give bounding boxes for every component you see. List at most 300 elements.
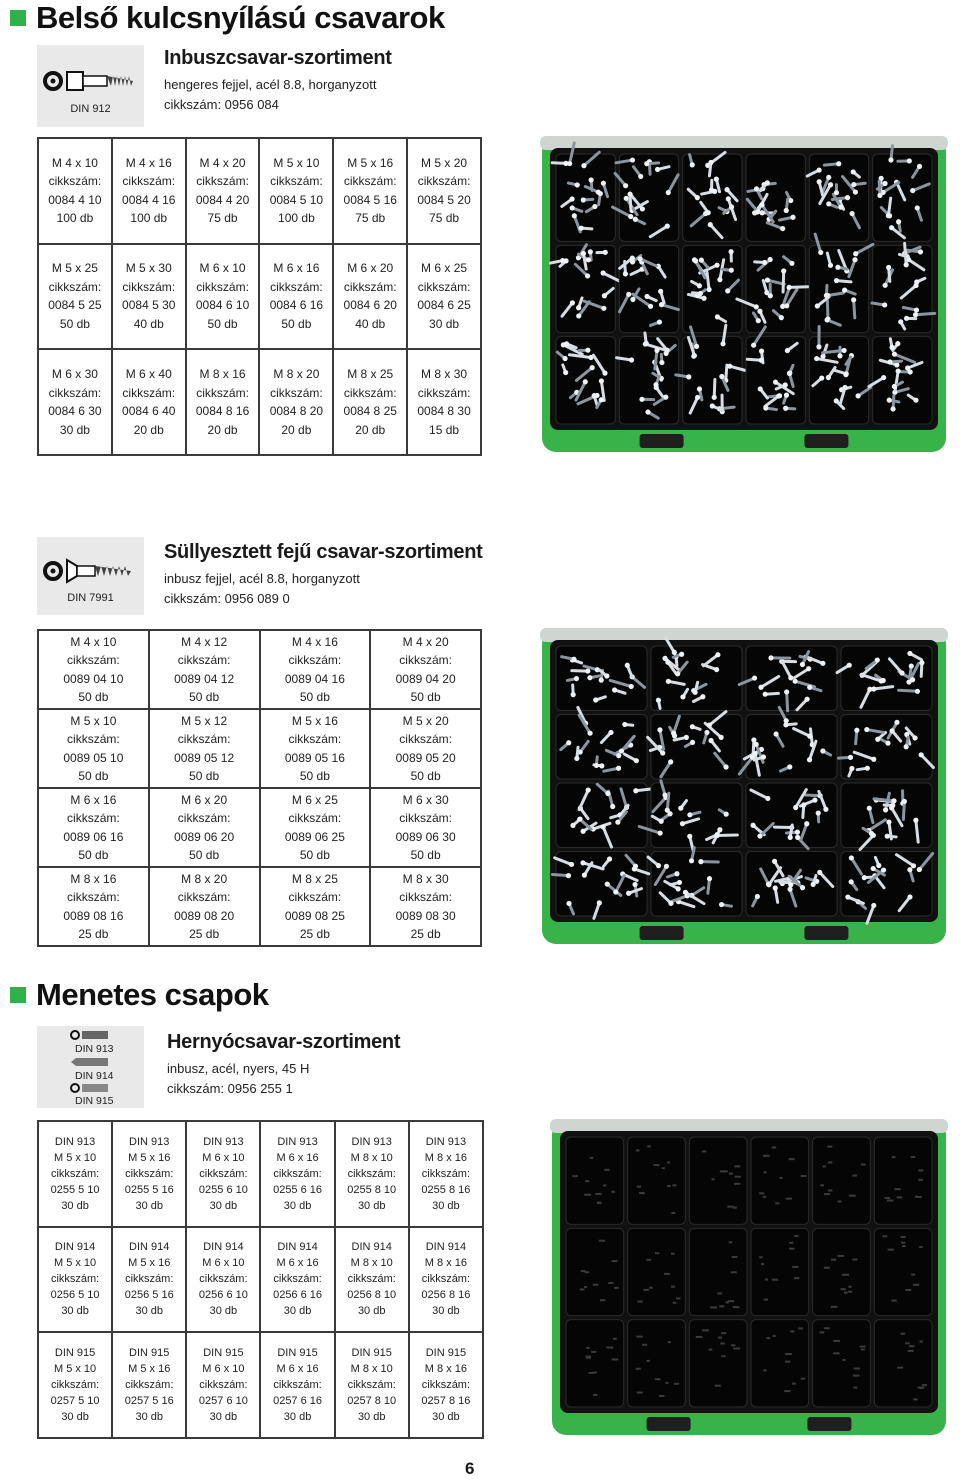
page-number: 6 [465, 1459, 474, 1479]
compartment [874, 1228, 932, 1315]
screw-head [719, 735, 724, 740]
set-screw-mark [833, 1352, 839, 1354]
screw-head [706, 287, 711, 292]
cell-text: M 5 x 12 [150, 712, 259, 731]
screw-head [693, 258, 698, 263]
set-screw-mark [642, 1344, 647, 1346]
cell-text: cikkszám: [260, 278, 332, 297]
set-screw-mark [891, 1300, 896, 1302]
din-912-box [37, 45, 144, 127]
cell-text: 0084 6 30 [39, 402, 111, 421]
screw-head [562, 356, 567, 361]
screw-head [629, 684, 634, 689]
screw-head [612, 687, 617, 692]
set-screw-mark [827, 1146, 832, 1148]
screw-head [564, 341, 569, 346]
screw-head [910, 188, 915, 193]
set-screw-mark [789, 1158, 795, 1160]
set-screw-mark [915, 1196, 919, 1198]
product-code: cikkszám: 0956 089 0 [164, 589, 483, 609]
set-screw-mark [671, 1286, 675, 1288]
size-cell [112, 1121, 186, 1227]
cell-text: cikkszám: [187, 1271, 259, 1287]
compartment [628, 1320, 686, 1407]
cell-text: M 4 x 20 [187, 154, 259, 173]
cell-text: M 8 x 25 [261, 870, 370, 889]
set-screw-mark [608, 1282, 613, 1284]
compartment [689, 1228, 747, 1315]
cell-text: 0084 6 10 [187, 296, 259, 315]
set-screw-mark [720, 1342, 724, 1344]
screw-head [853, 189, 858, 194]
screw-head [847, 663, 852, 668]
table-row [38, 349, 481, 455]
size-cell [38, 630, 149, 709]
size-cell [186, 349, 260, 455]
cell-text: 0084 4 10 [39, 191, 111, 210]
screw-head [871, 757, 876, 762]
screw-head [619, 748, 624, 753]
cell-text: M 5 x 25 [39, 259, 111, 278]
set-screw-mark [785, 1353, 792, 1355]
cell-text: 30 db [410, 1303, 482, 1319]
screw-head [668, 759, 673, 764]
set-screw-mark [824, 1193, 830, 1195]
size-cell [370, 630, 481, 709]
cell-text: 0256 5 10 [39, 1287, 111, 1303]
screw-head [869, 831, 874, 836]
cell-text: 30 db [336, 1303, 408, 1319]
screw-head [689, 858, 694, 863]
screw-head [871, 903, 876, 908]
cell-text: 40 db [334, 315, 406, 334]
screw-head [853, 251, 858, 256]
screw-head [788, 835, 793, 840]
screw-head [882, 181, 887, 186]
set-screw-mark [662, 1167, 665, 1169]
screw-head [871, 866, 876, 871]
section-header-socket-screws [10, 0, 445, 36]
cell-text: M 4 x 10 [39, 154, 111, 173]
cell-text: 50 db [261, 846, 370, 865]
screw-head [599, 378, 604, 383]
set-screw-mark [773, 1335, 776, 1337]
screw-head [659, 819, 664, 824]
screw-mark [899, 690, 918, 691]
set-screw-mark [786, 1198, 792, 1200]
screw-head [648, 304, 653, 309]
cell-text: 0256 6 16 [261, 1287, 333, 1303]
set-screw-mark [728, 1300, 734, 1302]
set-screw-mark [763, 1196, 767, 1198]
set-screw-mark [710, 1306, 717, 1308]
screw-head [659, 302, 664, 307]
size-cell [38, 138, 112, 244]
size-cell [333, 138, 407, 244]
size-cell [186, 1227, 260, 1333]
cell-text: 30 db [39, 1303, 111, 1319]
compartment [556, 783, 647, 848]
set-screw-mark [719, 1305, 724, 1307]
screw-head [644, 294, 649, 299]
screw-head [597, 900, 602, 905]
set-screw-mark [790, 1330, 794, 1332]
cell-text: M 4 x 16 [261, 633, 370, 652]
cell-text: 50 db [371, 846, 480, 865]
set-screw-mark [734, 1183, 740, 1185]
set-screw-mark [612, 1260, 618, 1262]
set-screw-mark [636, 1149, 639, 1151]
cell-text: cikkszám: [334, 278, 406, 297]
screw-head [664, 864, 669, 869]
size-cell [260, 1227, 334, 1333]
size-cell [38, 867, 149, 946]
table-row [38, 630, 481, 709]
screw-head [599, 678, 604, 683]
screw-head [675, 671, 680, 676]
set-screw-mark [897, 1367, 903, 1369]
screw-head [807, 734, 812, 739]
screw-head [623, 271, 628, 276]
case-lid-edge [550, 1119, 948, 1133]
cell-text: 75 db [334, 209, 406, 228]
screw-head [668, 901, 673, 906]
size-cell [112, 1332, 186, 1438]
cell-text: 20 db [187, 421, 259, 440]
screw-head [586, 787, 591, 792]
cell-text: M 8 x 30 [371, 870, 480, 889]
cell-text: M 5 x 20 [371, 712, 480, 731]
screw-head [883, 283, 888, 288]
screw-head [885, 834, 890, 839]
set-screw-mark [922, 1384, 927, 1386]
screw-head [700, 694, 705, 699]
screw-head [728, 249, 733, 254]
set-screw-mark [801, 1175, 807, 1177]
set-screw-mark [842, 1359, 845, 1361]
screw-head [687, 834, 692, 839]
screw-head [854, 728, 859, 733]
cell-text: 30 db [410, 1409, 482, 1425]
din-913-914-915-box [37, 1026, 144, 1108]
screw-head [773, 885, 778, 890]
screw-head [826, 201, 831, 206]
screw-head [911, 863, 916, 868]
screw-head [765, 796, 770, 801]
screw-head [599, 763, 604, 768]
screw-head [592, 204, 597, 209]
screw-head [886, 265, 891, 270]
cell-text: DIN 914 [113, 1239, 185, 1255]
set-screw-mark [848, 1286, 851, 1288]
set-screw-mark [824, 1327, 830, 1329]
screw-head [660, 750, 665, 755]
screw-head [587, 731, 592, 736]
set-screw-mark [647, 1145, 651, 1147]
product-desc: inbusz fejjel, acél 8.8, horganyzott [164, 569, 483, 589]
screw-head [909, 663, 914, 668]
screw-head [581, 197, 586, 202]
cell-text: 0255 6 16 [261, 1182, 333, 1198]
screw-head [708, 160, 713, 165]
set-screw-mark [848, 1291, 852, 1293]
cell-text: cikkszám: [113, 278, 185, 297]
cell-text: cikkszám: [410, 1166, 482, 1182]
assortment-case-1-image [538, 134, 950, 456]
screw-head [715, 833, 720, 838]
screw-head [905, 365, 910, 370]
screw-head [842, 348, 847, 353]
screw-head [585, 273, 590, 278]
cell-text: M 5 x 16 [334, 154, 406, 173]
cell-text: 0089 05 12 [150, 749, 259, 768]
compartment [813, 1137, 871, 1224]
screw-head [756, 318, 761, 323]
screw-head [890, 803, 895, 808]
screw-head [714, 263, 719, 268]
cell-text: M 5 x 10 [260, 154, 332, 173]
cell-text: 0084 6 40 [113, 402, 185, 421]
screw-head [779, 315, 784, 320]
din-label: DIN 914 [75, 1070, 114, 1082]
size-cell [149, 867, 260, 946]
cell-text: M 6 x 16 [260, 259, 332, 278]
cell-text: cikkszám: [261, 1166, 333, 1182]
table-row [38, 138, 481, 244]
screw-head [790, 215, 795, 220]
screw-head [848, 755, 853, 760]
screw-head [581, 163, 586, 168]
cell-text: M 8 x 20 [260, 365, 332, 384]
screw-head [783, 722, 788, 727]
cell-text: 0257 6 10 [187, 1393, 259, 1409]
screw-head [845, 195, 850, 200]
cell-text: 25 db [371, 925, 480, 944]
section-header-set-screws [10, 977, 269, 1013]
compartment [619, 245, 678, 332]
screw-head [613, 889, 618, 894]
set-screw-mark [671, 1253, 675, 1255]
compartment [628, 1228, 686, 1315]
cell-text: cikkszám: [408, 384, 480, 403]
set-screw-mark [714, 1385, 720, 1387]
cell-text: M 8 x 10 [336, 1150, 408, 1166]
set-screw-mark [919, 1246, 922, 1248]
set-screw-mark [732, 1256, 738, 1258]
countersunk-screw-icon [41, 555, 141, 587]
screw-head [750, 823, 755, 828]
screw-head [849, 855, 854, 860]
screw-head [566, 901, 571, 906]
cell-text: M 6 x 10 [187, 1361, 259, 1377]
size-cell [333, 349, 407, 455]
screw-mark [905, 243, 907, 264]
cell-text: cikkszám: [39, 809, 148, 828]
cell-text: DIN 915 [113, 1345, 185, 1361]
set-screw-mark [613, 1338, 617, 1340]
cell-text: 0089 06 20 [150, 828, 259, 847]
screw-head [907, 651, 912, 656]
screw-head [759, 349, 764, 354]
cap-screw-icon [41, 65, 141, 97]
screw-head [607, 856, 612, 861]
screw-head [814, 356, 819, 361]
set-screw-mark [901, 1333, 906, 1335]
cell-text: M 6 x 16 [261, 1150, 333, 1166]
set-screw-mark [789, 1242, 793, 1244]
screw-mark [717, 835, 737, 836]
set-screw-mark [639, 1192, 645, 1194]
screw-head [638, 174, 643, 179]
screw-head [780, 304, 785, 309]
screw-head [585, 348, 590, 353]
screw-head [626, 891, 631, 896]
cell-text: 50 db [261, 688, 370, 707]
product-desc: inbusz, acél, nyers, 45 H [167, 1059, 400, 1079]
size-cell [407, 244, 481, 350]
screw-head [807, 757, 812, 762]
set-screw-mark [920, 1341, 923, 1343]
screw-head [899, 670, 904, 675]
screw-head [587, 675, 592, 680]
set-screw-mark [734, 1306, 740, 1308]
cell-text: M 8 x 16 [187, 365, 259, 384]
cell-text: 40 db [113, 315, 185, 334]
set-screw-mark [905, 1342, 910, 1344]
compartment [751, 1228, 809, 1315]
set-screw-mark [585, 1180, 589, 1182]
set-screw-mark [581, 1270, 586, 1272]
screw-head [837, 353, 842, 358]
compartment [874, 1137, 932, 1224]
screw-mark [714, 379, 715, 397]
cell-text: 0084 6 16 [260, 296, 332, 315]
screw-head [759, 202, 764, 207]
cell-text: cikkszám: [39, 730, 148, 749]
compartment [751, 1137, 809, 1224]
screw-head [910, 677, 915, 682]
cell-text: 0089 04 12 [150, 670, 259, 689]
screw-head [789, 261, 794, 266]
screw-head [772, 859, 777, 864]
set-screw-mark [766, 1337, 770, 1339]
set-screw-mark [599, 1240, 605, 1242]
set-screw-mark [646, 1360, 650, 1362]
size-cell [260, 867, 371, 946]
set-screw-mark [718, 1337, 722, 1339]
screw-head [807, 685, 812, 690]
cell-text: M 6 x 10 [187, 1150, 259, 1166]
screw-head [768, 257, 773, 262]
screw-head [784, 208, 789, 213]
screw-head [883, 807, 888, 812]
screw-head [788, 882, 793, 887]
screw-head [629, 357, 634, 362]
screw-head [605, 791, 610, 796]
cell-text: 0089 05 20 [371, 749, 480, 768]
cell-text: M 8 x 20 [150, 870, 259, 889]
cell-text: cikkszám: [150, 730, 259, 749]
screw-head [663, 395, 668, 400]
cell-text: 20 db [260, 421, 332, 440]
screw-head [692, 353, 697, 358]
set-screw-mark [852, 1259, 857, 1261]
product-title: Inbuszcsavar-szortiment [164, 47, 392, 70]
cell-text: cikkszám: [113, 384, 185, 403]
screw-head [704, 730, 709, 735]
compartment [689, 1320, 747, 1407]
screw-head [751, 737, 756, 742]
set-screw-mark [731, 1271, 737, 1273]
screw-mark [827, 301, 828, 320]
screw-head [633, 788, 638, 793]
cell-text: M 5 x 10 [39, 1361, 111, 1377]
set-screw-mark [798, 1327, 803, 1329]
screw-head [773, 380, 778, 385]
cell-text: 50 db [261, 767, 370, 786]
cell-text: 50 db [39, 688, 148, 707]
screw-head [684, 735, 689, 740]
cell-text: cikkszám: [371, 809, 480, 828]
set-screw-mark [911, 1156, 916, 1158]
set-screw-mark [897, 1196, 902, 1198]
screw-head [695, 395, 700, 400]
cell-text: 50 db [187, 315, 259, 334]
set-screw-mark [586, 1347, 589, 1349]
set-screw-mark [612, 1358, 618, 1360]
screw-head [697, 283, 702, 288]
screw-head [630, 255, 635, 260]
set-screw-mark [763, 1155, 770, 1157]
cell-text: cikkszám: [187, 172, 259, 191]
cell-text: 0084 4 16 [113, 191, 185, 210]
table-row [38, 788, 481, 867]
screw-head [820, 748, 825, 753]
cell-text: DIN 915 [187, 1345, 259, 1361]
cell-text: M 4 x 12 [150, 633, 259, 652]
screw-head [654, 348, 659, 353]
screw-head [701, 296, 706, 301]
cell-text: M 8 x 16 [39, 870, 148, 889]
product-code: cikkszám: 0956 084 [164, 95, 392, 115]
cell-text: cikkszám: [150, 888, 259, 907]
screw-head [616, 753, 621, 758]
screw-head [886, 213, 891, 218]
screw-head [888, 157, 893, 162]
case-lid-edge [540, 136, 948, 150]
screw-head [674, 871, 679, 876]
cell-text: DIN 915 [261, 1345, 333, 1361]
screw-head [590, 365, 595, 370]
screw-head [608, 730, 613, 735]
set-screw-mark [611, 1191, 615, 1193]
set-screw-mark [828, 1162, 832, 1164]
screw-head [784, 689, 789, 694]
screw-head [762, 260, 767, 265]
cell-text: 30 db [187, 1303, 259, 1319]
size-cell [38, 1121, 112, 1227]
size-cell [38, 788, 149, 867]
screw-head [602, 371, 607, 376]
set-screw-mark [696, 1336, 703, 1338]
din-7991-box [37, 537, 144, 615]
cell-text: M 6 x 16 [261, 1361, 333, 1377]
cell-text: DIN 913 [39, 1134, 111, 1150]
screw-head [752, 675, 757, 680]
screw-head [644, 341, 649, 346]
compartment [683, 245, 742, 332]
screw-head [630, 157, 635, 162]
